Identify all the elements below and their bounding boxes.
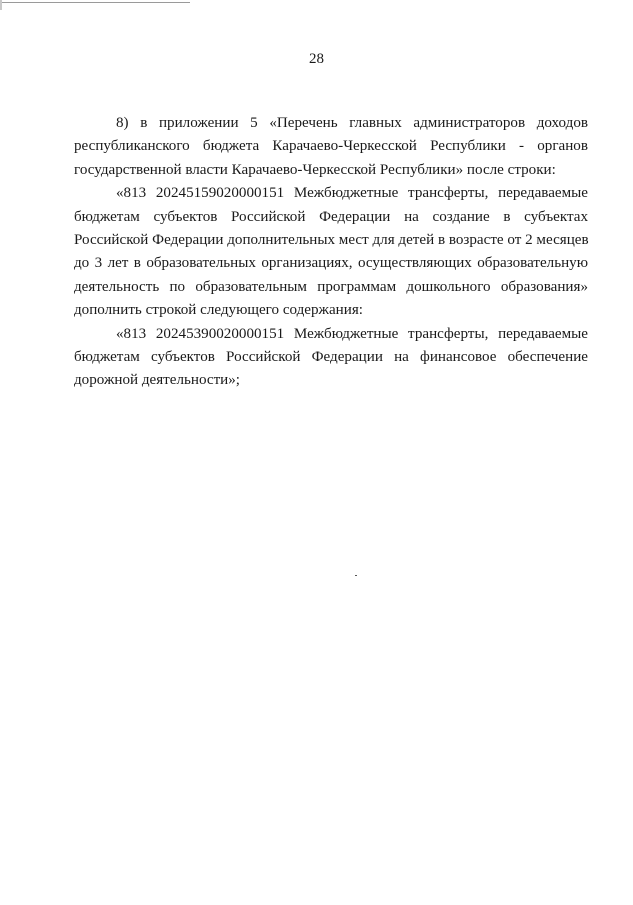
scan-edge-line — [0, 2, 190, 3]
paragraph-existing-row — [74, 182, 588, 322]
paragraph-amendment-intro — [74, 112, 588, 182]
text-line: 8) в приложении 5 «Перечень главных администраторов доходов — [116, 115, 588, 131]
text-line: государственной власти Карачаево-Черкесской Республики» после строки: — [74, 161, 556, 178]
text-line: «813 20245159020000151 Межбюджетные трансферты, передаваемые — [116, 185, 588, 202]
text-line: «813 20245390020000151 Межбюджетные трансферты, передаваемые — [116, 325, 588, 342]
text-line: Российской Федерации дополнительных мест для детей в возрасте от 2 месяцев — [74, 232, 589, 249]
text-line: бюджетам субъектов Российской Федерации на создание в субъектах — [74, 208, 588, 225]
text-line: дополнить строкой следующего содержания: — [74, 302, 363, 319]
text-line: республиканского бюджета Карачаево-Черкесской Республики - органов — [74, 138, 588, 155]
paragraph-new-row — [74, 323, 588, 393]
scan-speck — [355, 575, 357, 576]
scan-edge-mark — [0, 0, 2, 10]
page-number: 28 — [309, 51, 324, 67]
text-line: дорожной деятельности»; — [74, 372, 240, 389]
text-line: бюджетам субъектов Российской Федерации на финансовое обеспечение — [74, 349, 588, 366]
document-body — [74, 112, 588, 393]
text-line: деятельность по образовательным программам дошкольного образования» — [74, 278, 588, 295]
text-line: до 3 лет в образовательных организациях, осуществляющих образовательную — [74, 255, 588, 272]
